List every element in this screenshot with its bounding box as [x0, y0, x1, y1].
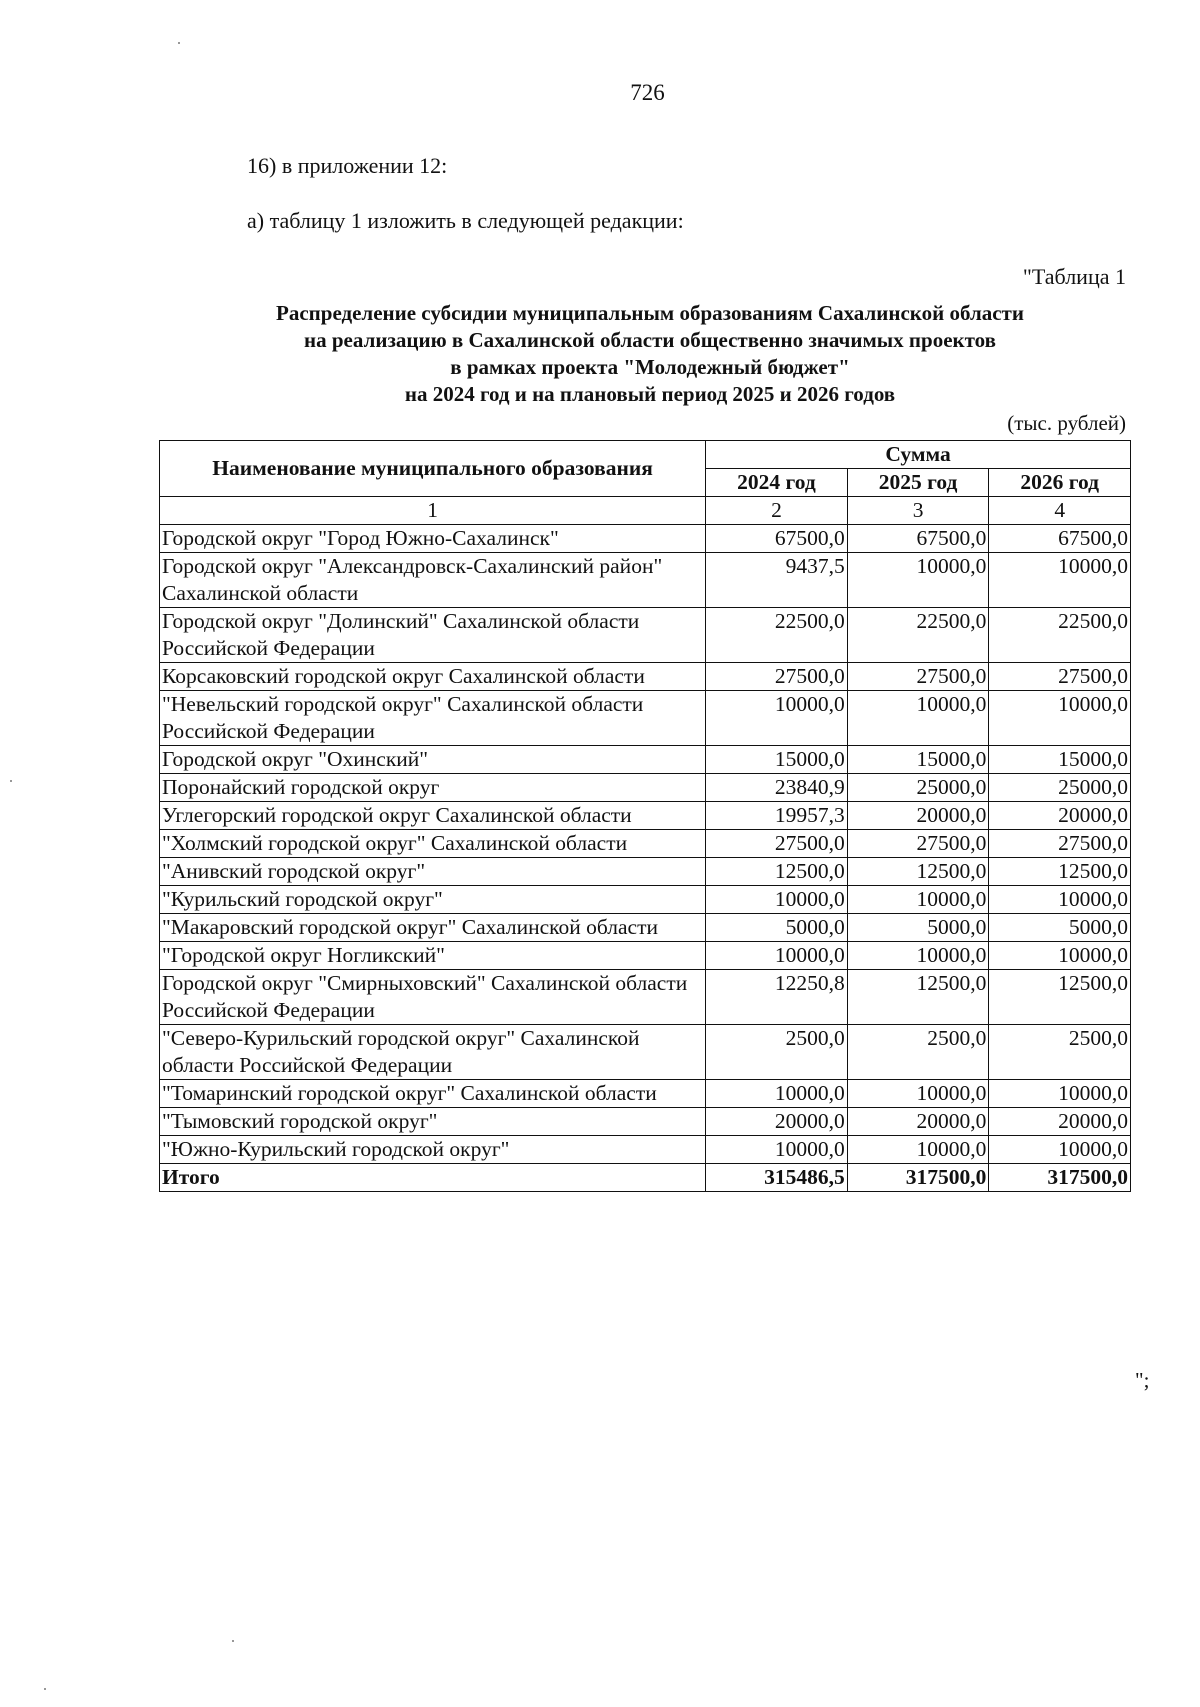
value-2026: 10000,0 [989, 553, 1131, 608]
scan-speck [178, 42, 180, 44]
table-row [160, 691, 1131, 746]
header-year-2024: 2024 год [706, 469, 848, 497]
municipality-name: Городской округ "Смирныховский" Сахалинской области Российской Федерации [160, 970, 706, 1025]
value-2026: 27500,0 [989, 830, 1131, 858]
municipality-name: "Курильский городской округ" [160, 886, 706, 914]
municipality-name: "Холмский городской округ" Сахалинской области [160, 830, 706, 858]
municipality-name: Корсаковский городской округ Сахалинской области [160, 663, 706, 691]
table-row [160, 1080, 1131, 1108]
scan-speck [44, 1688, 46, 1690]
value-2025: 20000,0 [847, 1108, 989, 1136]
value-2026: 2500,0 [989, 1025, 1131, 1080]
table-row [160, 1136, 1131, 1164]
value-2026: 15000,0 [989, 746, 1131, 774]
municipality-name: "Южно-Курильский городской округ" [160, 1136, 706, 1164]
closing-quote: "; [1135, 1368, 1150, 1392]
value-2026: 67500,0 [989, 525, 1131, 553]
municipality-name: "Анивский городской округ" [160, 858, 706, 886]
total-2025: 317500,0 [847, 1164, 989, 1192]
table-body [160, 525, 1131, 1164]
table-row [160, 1108, 1131, 1136]
value-2025: 12500,0 [847, 970, 989, 1025]
value-2025: 2500,0 [847, 1025, 989, 1080]
table-row [160, 774, 1131, 802]
table-row [160, 802, 1131, 830]
value-2024: 20000,0 [706, 1108, 848, 1136]
value-2024: 12500,0 [706, 858, 848, 886]
table-row [160, 608, 1131, 663]
column-number: 1 [160, 497, 706, 525]
table-row [160, 858, 1131, 886]
municipality-name: Городской округ "Охинский" [160, 746, 706, 774]
page-number: 726 [630, 80, 665, 105]
value-2025: 25000,0 [847, 774, 989, 802]
value-2024: 22500,0 [706, 608, 848, 663]
value-2024: 2500,0 [706, 1025, 848, 1080]
value-2026: 5000,0 [989, 914, 1131, 942]
value-2025: 15000,0 [847, 746, 989, 774]
value-2024: 67500,0 [706, 525, 848, 553]
units-label: (тыс. рублей) [1007, 411, 1126, 435]
value-2025: 10000,0 [847, 886, 989, 914]
municipality-name: "Невельский городской округ" Сахалинской области Российской Федерации [160, 691, 706, 746]
value-2025: 67500,0 [847, 525, 989, 553]
table-row [160, 746, 1131, 774]
value-2026: 22500,0 [989, 608, 1131, 663]
municipality-name: Углегорский городской округ Сахалинской области [160, 802, 706, 830]
value-2025: 20000,0 [847, 802, 989, 830]
municipality-name: "Тымовский городской округ" [160, 1108, 706, 1136]
value-2024: 27500,0 [706, 663, 848, 691]
value-2025: 22500,0 [847, 608, 989, 663]
value-2024: 12250,8 [706, 970, 848, 1025]
title-line: на реализацию в Сахалинской области общественно значимых проектов [304, 328, 996, 352]
municipality-name: "Томаринский городской округ" Сахалинской области [160, 1080, 706, 1108]
table-row [160, 942, 1131, 970]
total-label: Итого [160, 1164, 706, 1192]
value-2026: 27500,0 [989, 663, 1131, 691]
column-number: 2 [706, 497, 848, 525]
value-2024: 19957,3 [706, 802, 848, 830]
title-line: Распределение субсидии муниципальным образованиям Сахалинской области [276, 301, 1024, 325]
value-2026: 10000,0 [989, 1136, 1131, 1164]
total-row [160, 1164, 1131, 1192]
table-row [160, 525, 1131, 553]
table-row [160, 886, 1131, 914]
paragraph-appendix: 16) в приложении 12: [247, 153, 448, 178]
municipality-name: "Макаровский городской округ" Сахалинской области [160, 914, 706, 942]
table-row [160, 553, 1131, 608]
value-2024: 10000,0 [706, 1080, 848, 1108]
value-2025: 5000,0 [847, 914, 989, 942]
table-title [150, 300, 1150, 408]
municipality-name: Городской округ "Город Южно-Сахалинск" [160, 525, 706, 553]
value-2025: 10000,0 [847, 1136, 989, 1164]
value-2026: 10000,0 [989, 942, 1131, 970]
total-2024: 315486,5 [706, 1164, 848, 1192]
column-number: 4 [989, 497, 1131, 525]
value-2026: 12500,0 [989, 970, 1131, 1025]
value-2024: 15000,0 [706, 746, 848, 774]
value-2026: 10000,0 [989, 886, 1131, 914]
scan-speck [232, 1640, 234, 1642]
scan-speck [10, 780, 12, 782]
municipality-name: "Северо-Курильский городской округ" Сахалинской области Российской Федерации [160, 1025, 706, 1080]
value-2026: 25000,0 [989, 774, 1131, 802]
value-2026: 10000,0 [989, 1080, 1131, 1108]
header-name: Наименование муниципального образования [160, 441, 706, 497]
value-2025: 27500,0 [847, 830, 989, 858]
value-2026: 12500,0 [989, 858, 1131, 886]
table-row [160, 830, 1131, 858]
total-2026: 317500,0 [989, 1164, 1131, 1192]
value-2024: 10000,0 [706, 1136, 848, 1164]
title-line: в рамках проекта "Молодежный бюджет" [450, 355, 850, 379]
value-2025: 10000,0 [847, 942, 989, 970]
municipality-name: "Городской округ Ногликский" [160, 942, 706, 970]
value-2024: 10000,0 [706, 886, 848, 914]
table-row [160, 970, 1131, 1025]
header-sum: Сумма [706, 441, 1131, 469]
value-2026: 10000,0 [989, 691, 1131, 746]
header-year-2026: 2026 год [989, 469, 1131, 497]
value-2026: 20000,0 [989, 1108, 1131, 1136]
table-row [160, 1025, 1131, 1080]
table-row [160, 663, 1131, 691]
value-2024: 23840,9 [706, 774, 848, 802]
value-2025: 10000,0 [847, 1080, 989, 1108]
value-2025: 27500,0 [847, 663, 989, 691]
value-2025: 12500,0 [847, 858, 989, 886]
value-2024: 10000,0 [706, 691, 848, 746]
column-number: 3 [847, 497, 989, 525]
paragraph-instruction: а) таблицу 1 изложить в следующей редакции: [247, 208, 684, 233]
municipality-name: Городской округ "Долинский" Сахалинской области Российской Федерации [160, 608, 706, 663]
value-2024: 10000,0 [706, 942, 848, 970]
value-2024: 27500,0 [706, 830, 848, 858]
subsidy-table [159, 440, 1131, 1192]
header-year-2025: 2025 год [847, 469, 989, 497]
value-2024: 9437,5 [706, 553, 848, 608]
value-2024: 5000,0 [706, 914, 848, 942]
value-2025: 10000,0 [847, 553, 989, 608]
municipality-name: Поронайский городской округ [160, 774, 706, 802]
municipality-name: Городской округ "Александровск-Сахалинский район" Сахалинской области [160, 553, 706, 608]
title-line: на 2024 год и на плановый период 2025 и 2026 годов [404, 382, 896, 406]
table-label: "Таблица 1 [1022, 264, 1126, 289]
table-row [160, 914, 1131, 942]
value-2026: 20000,0 [989, 802, 1131, 830]
value-2025: 10000,0 [847, 691, 989, 746]
